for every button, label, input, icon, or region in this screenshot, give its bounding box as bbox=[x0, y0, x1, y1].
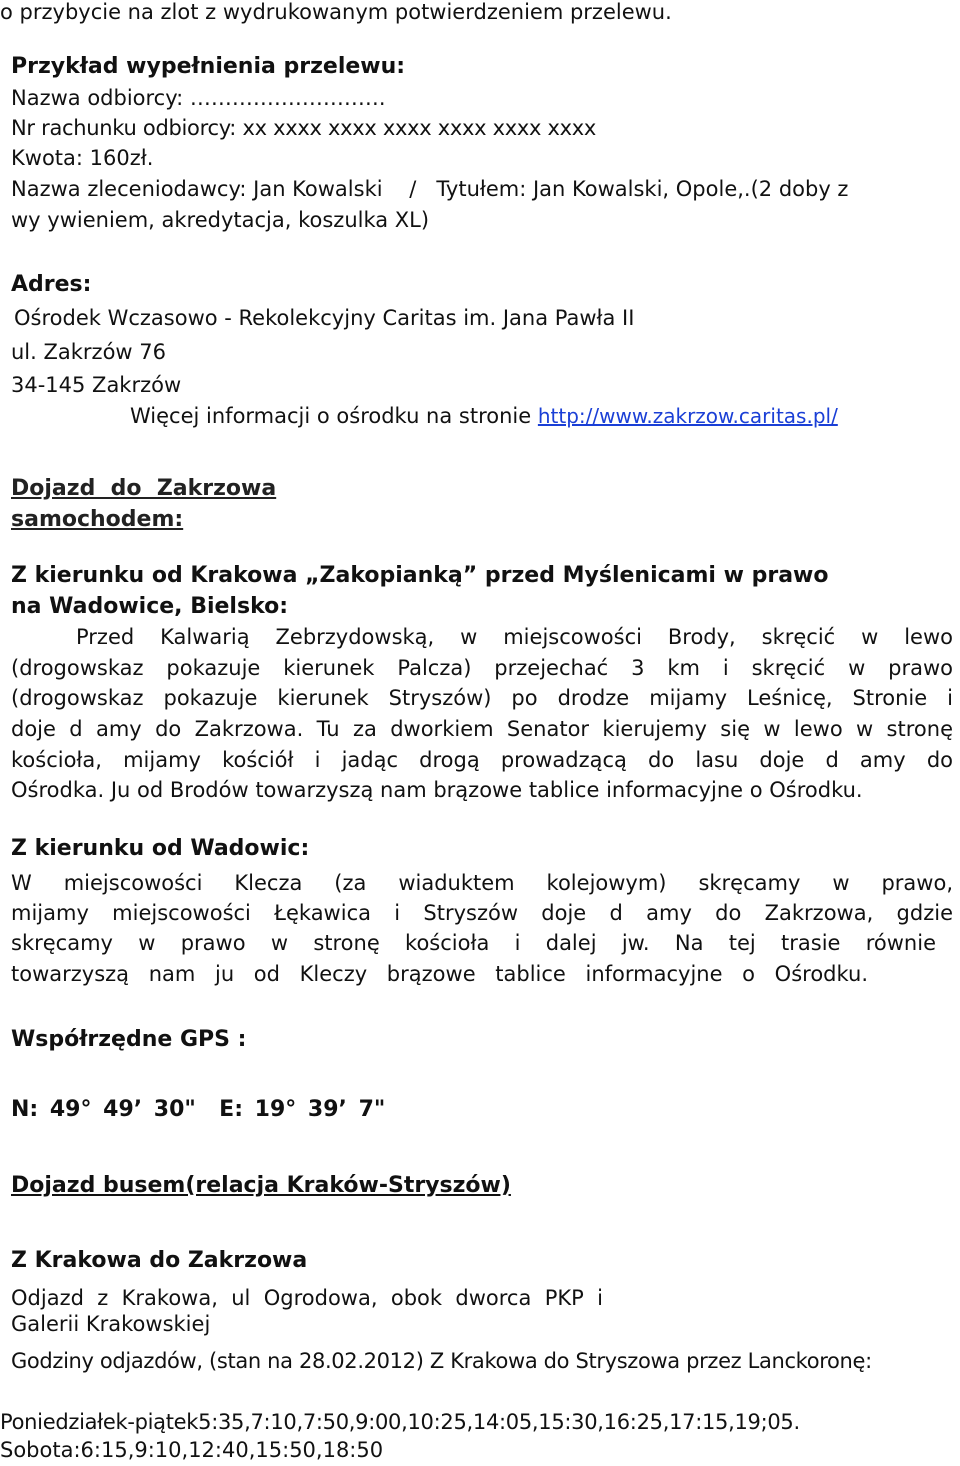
departure-line-1: Odjazd z Krakowa, ul Ogrodowa, obok dworca PKP i bbox=[11, 1286, 603, 1310]
address-heading: Adres: bbox=[11, 272, 92, 297]
amount-line: Kwota: 160zł. bbox=[11, 146, 154, 170]
wadowice-para-line-1: W miejscowości Klecza (za wiaduktem kolejowym) skręcamy w prawo, bbox=[11, 871, 953, 895]
intro-text: o przybycie na zlot z wydrukowanym potwierdzeniem przelewu. bbox=[0, 0, 672, 24]
krakow-para-line-6: Ośrodka. Ju od Brodów towarzyszą nam brązowe tablice informacyjne o Ośrodku. bbox=[11, 778, 863, 802]
wadowice-para-line-4: towarzyszą nam ju od Kleczy brązowe tablice informacyjne o Ośrodku. bbox=[11, 962, 868, 986]
recipient-line: Nazwa odbiorcy: ………………………. bbox=[11, 86, 386, 110]
wadowice-para-line-3: skręcamy w prawo w stronę kościoła i dalej jw. Na tej trasie równie bbox=[11, 931, 936, 955]
transfer-heading: Przykład wypełnienia przelewu: bbox=[11, 54, 406, 79]
bus-sub-heading: Z Krakowa do Zakrzowa bbox=[11, 1248, 308, 1273]
bus-heading: Dojazd busem(relacja Kraków-Stryszów) bbox=[11, 1173, 511, 1198]
gps-coordinates: N: 49° 49’ 30" E: 19° 39’ 7" bbox=[11, 1097, 386, 1122]
weekday-schedule: Poniedziałek-piątek5:35,7:10,7:50,9:00,10:25,14:05,15:30,16:25,17:15,19;05. bbox=[0, 1410, 800, 1434]
wadowice-heading: Z kierunku od Wadowic: bbox=[11, 836, 310, 861]
car-heading-1: Dojazd do Zakrzowa bbox=[11, 476, 277, 501]
schedule-intro: Godziny odjazdów, (stan na 28.02.2012) Z Krakowa do Stryszowa przez Lanckoronę: bbox=[11, 1349, 872, 1373]
address-line-1: Ośrodek Wczasowo - Rekolekcyjny Caritas im. Jana Pawła II bbox=[14, 306, 635, 330]
payer-line-1: Nazwa zleceniodawcy: Jan Kowalski / Tytułem: Jan Kowalski, Opole,.(2 doby z bbox=[11, 177, 849, 201]
wadowice-para-line-2: mijamy miejscowości Łękawica i Stryszów doje d amy do Zakrzowa, gdzie bbox=[11, 901, 953, 925]
address-line-3: 34-145 Zakrzów bbox=[11, 373, 182, 397]
more-info-text: Więcej informacji o ośrodku na stronie bbox=[130, 404, 532, 428]
payer-line-2: wy ywieniem, akredytacja, koszulka XL) bbox=[11, 208, 430, 232]
krakow-para-line-2: (drogowskaz pokazuje kierunek Palcza) przejechać 3 km i skręcić w prawo bbox=[11, 656, 953, 680]
krakow-para-line-1: Przed Kalwarią Zebrzydowską, w miejscowości Brody, skręcić w lewo bbox=[76, 625, 953, 649]
krakow-para-line-4: doje d amy do Zakrzowa. Tu za dworkiem Senator kierujemy się w lewo w stronę bbox=[11, 717, 953, 741]
website-link[interactable]: http://www.zakrzow.caritas.pl/ bbox=[537, 404, 838, 428]
address-line-2: ul. Zakrzów 76 bbox=[11, 340, 166, 364]
krakow-heading-2: na Wadowice, Bielsko: bbox=[11, 594, 289, 619]
gps-heading: Współrzędne GPS : bbox=[11, 1027, 247, 1052]
departure-line-2: Galerii Krakowskiej bbox=[11, 1312, 211, 1336]
more-info-line bbox=[130, 406, 838, 427]
car-heading-2: samochodem: bbox=[11, 507, 184, 532]
krakow-para-line-3: (drogowskaz pokazuje kierunek Stryszów) po drodze mijamy Leśnicę, Stronie i bbox=[11, 686, 953, 710]
krakow-heading-1: Z kierunku od Krakowa „Zakopianką” przed Myślenicami w prawo bbox=[11, 563, 829, 588]
krakow-para-line-5: kościoła, mijamy kościół i jadąc drogą prowadzącą do lasu doje d amy do bbox=[11, 748, 953, 772]
saturday-schedule: Sobota:6:15,9:10,12:40,15:50,18:50 bbox=[0, 1438, 384, 1462]
account-line: Nr rachunku odbiorcy: xx xxxx xxxx xxxx xxxx xxxx xxxx bbox=[11, 116, 597, 140]
